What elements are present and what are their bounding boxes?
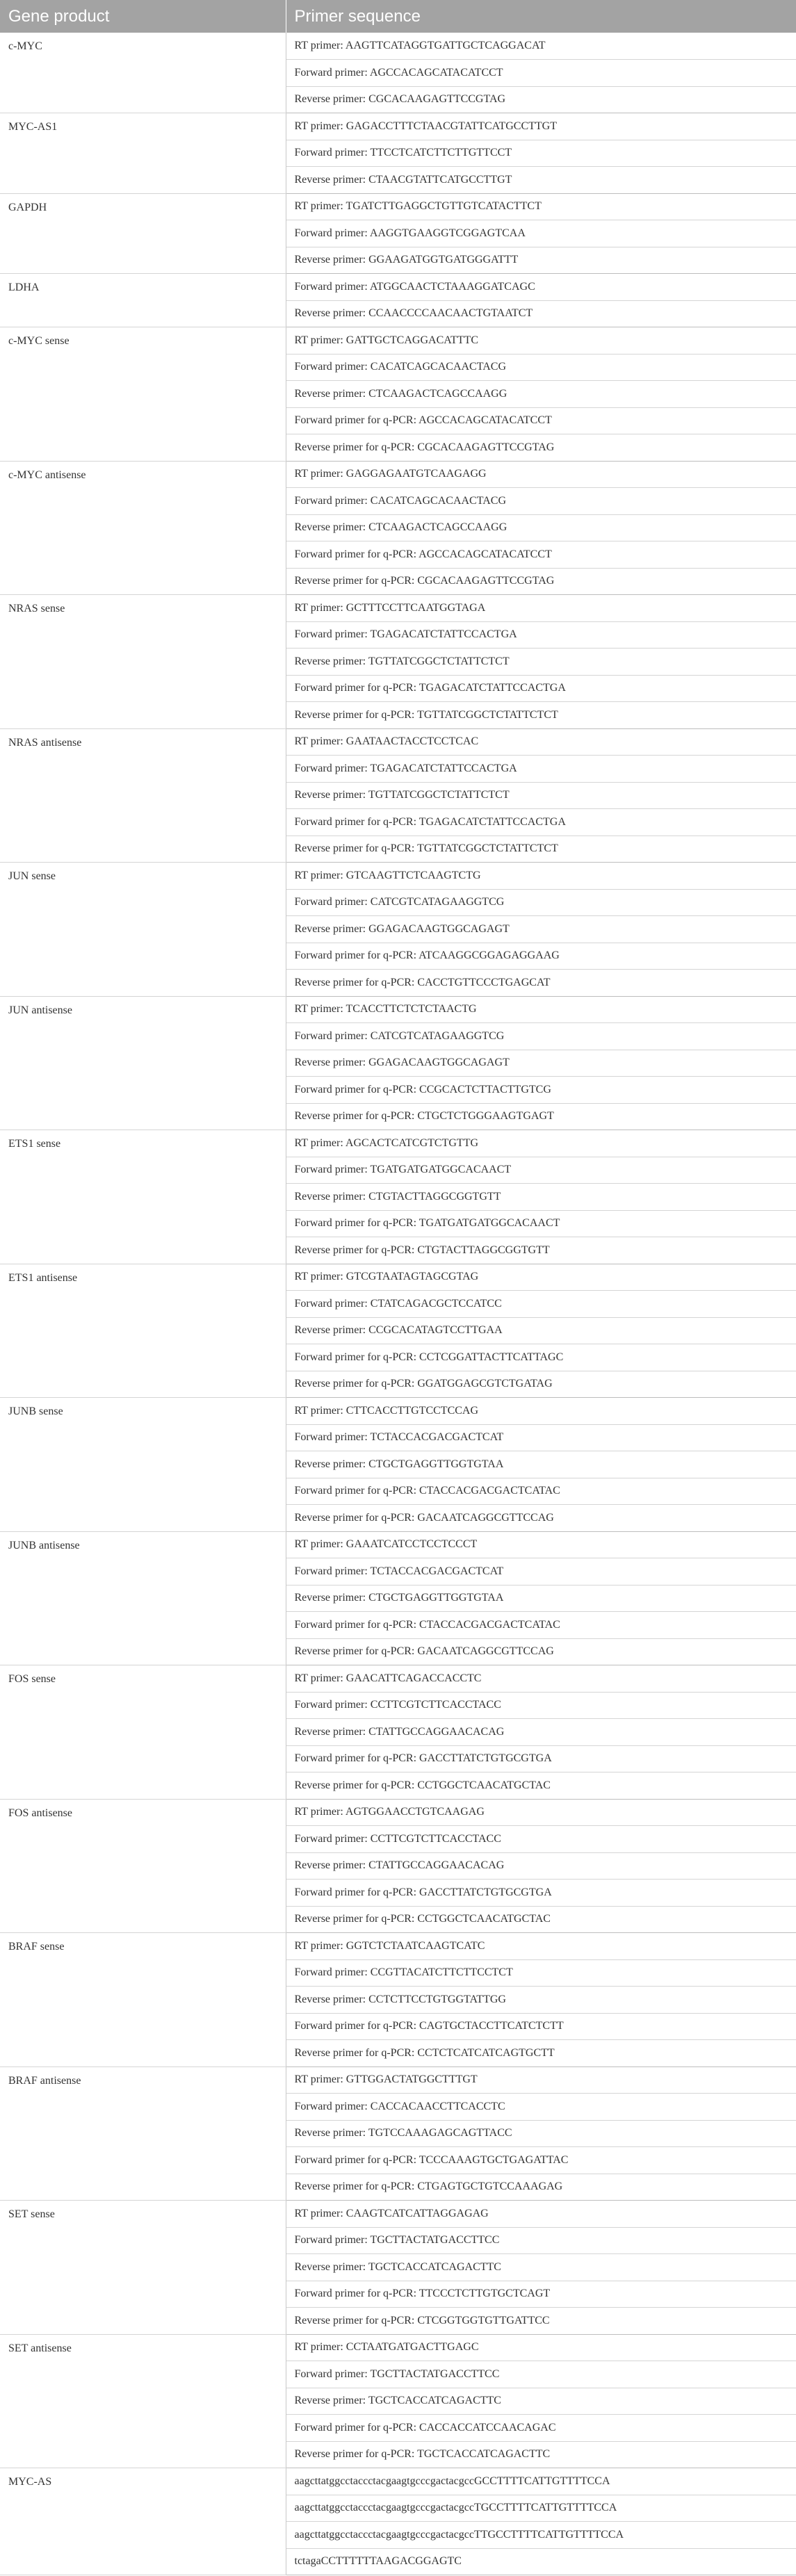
table-row (0, 863, 796, 890)
primer-sequence-cell: Forward primer: CACATCAGCACAACTACG (286, 488, 796, 515)
primer-sequence-cell: Forward primer for q-PCR: TGAGACATCTATTCCACTGA (286, 675, 796, 702)
gene-product-cell: LDHA (0, 274, 286, 327)
table-row (0, 193, 796, 220)
primer-sequence-cell: Reverse primer: GGAGACAAGTGGCAGAGT (286, 916, 796, 943)
primer-sequence-cell: RT primer: TGATCTTGAGGCTGTTGTCATACTTCT (286, 193, 796, 220)
primer-sequence-cell: RT primer: GAACATTCAGACCACCTC (286, 1665, 796, 1693)
primer-sequence-cell: RT primer: CTTCACCTTGTCCTCCAG (286, 1398, 796, 1425)
primer-sequence-cell: Reverse primer for q-PCR: GGATGGAGCGTCTGATAG (286, 1371, 796, 1398)
primer-sequence-cell: RT primer: GAGGAGAATGTCAAGAGG (286, 461, 796, 488)
primer-sequence-cell: Reverse primer: GGAAGATGGTGATGGGATTT (286, 247, 796, 274)
primer-sequence-cell: Forward primer: TCTACCACGACGACTCAT (286, 1424, 796, 1451)
primer-sequence-cell: Forward primer: AAGGTGAAGGTCGGAGTCAA (286, 220, 796, 247)
table-row (0, 1130, 796, 1157)
primer-sequence-cell: Forward primer for q-PCR: TGAGACATCTATTCCACTGA (286, 809, 796, 836)
primer-sequence-cell: Reverse primer: TGCTCACCATCAGACTTC (286, 2388, 796, 2415)
primer-sequence-cell: Forward primer: CCTTCGTCTTCACCTACC (286, 1692, 796, 1719)
primer-sequence-cell: Forward primer: ATGGCAACTCTAAAGGATCAGC (286, 274, 796, 301)
table-row (0, 1264, 796, 1291)
table-row (0, 1933, 796, 1960)
primer-sequence-cell: Reverse primer for q-PCR: CGCACAAGAGTTCCGTAG (286, 568, 796, 595)
gene-product-cell: ETS1 antisense (0, 1264, 286, 1398)
primer-sequence-cell: Reverse primer: CTGCTGAGGTTGGTGTAA (286, 1585, 796, 1612)
primer-sequence-cell: Reverse primer for q-PCR: CCTGGCTCAACATGCTAC (286, 1906, 796, 1933)
primer-sequence-cell: Reverse primer: CCGCACATAGTCCTTGAA (286, 1317, 796, 1344)
gene-product-cell: MYC-AS1 (0, 113, 286, 194)
header-primer-sequence: Primer sequence (286, 0, 796, 33)
primer-sequence-cell: Reverse primer for q-PCR: TGCTCACCATCAGACTTC (286, 2441, 796, 2468)
primer-sequence-cell: Reverse primer: CTAACGTATTCATGCCTTGT (286, 167, 796, 194)
primer-sequence-cell: aagcttatggcctaccctacgaagtgcccgactacgccTGCCTTTTCATTGTTTTCCA (286, 2495, 796, 2522)
table-row (0, 2468, 796, 2495)
primer-sequence-cell: Reverse primer: CTATTGCCAGGAACACAG (286, 1852, 796, 1880)
primer-sequence-cell: Reverse primer: CCTCTTCCTGTGGTATTGG (286, 1987, 796, 2014)
primer-sequence-cell: Forward primer for q-PCR: AGCCACAGCATACATCCT (286, 407, 796, 434)
primer-sequence-cell: Forward primer: CACCACAACCTTCACCTC (286, 2094, 796, 2121)
gene-product-cell: JUNB sense (0, 1398, 286, 1532)
primer-sequence-cell: Reverse primer: CTCAAGACTCAGCCAAGG (286, 514, 796, 541)
table-row (0, 33, 796, 60)
primer-sequence-cell: Forward primer for q-PCR: CTACCACGACGACTCATAC (286, 1612, 796, 1639)
primer-sequence-cell: Forward primer: CCTTCGTCTTCACCTACC (286, 1826, 796, 1853)
primer-sequence-cell: Forward primer: CATCGTCATAGAAGGTCG (286, 889, 796, 916)
gene-product-cell: BRAF antisense (0, 2066, 286, 2201)
table-row (0, 728, 796, 756)
gene-product-cell: c-MYC sense (0, 327, 286, 462)
gene-product-cell: NRAS antisense (0, 728, 286, 863)
primer-sequence-cell: Forward primer for q-PCR: ATCAAGGCGGAGAGGAAG (286, 943, 796, 970)
gene-product-cell: c-MYC antisense (0, 461, 286, 595)
primer-sequence-cell: Reverse primer for q-PCR: CTGAGTGCTGTCCAAAGAG (286, 2174, 796, 2201)
table-row (0, 1531, 796, 1558)
primer-sequence-cell: Forward primer for q-PCR: TTCCCTCTTGTGCTCAGT (286, 2281, 796, 2308)
primer-sequence-cell: RT primer: GTCGTAATAGTAGCGTAG (286, 1264, 796, 1291)
primer-sequence-cell: Reverse primer for q-PCR: CACCTGTTCCCTGAGCAT (286, 970, 796, 997)
primer-sequence-cell: Forward primer: CCGTTACATCTTCTTCCTCT (286, 1959, 796, 1987)
primer-sequence-cell: aagcttatggcctaccctacgaagtgcccgactacgccTTGCCTTTTCATTGTTTTCCA (286, 2522, 796, 2549)
primer-sequence-cell: Reverse primer: GGAGACAAGTGGCAGAGT (286, 1050, 796, 1077)
primer-sequence-cell: RT primer: GAGACCTTTCTAACGTATTCATGCCTTGT (286, 113, 796, 140)
gene-product-cell: GAPDH (0, 193, 286, 274)
table-row (0, 595, 796, 622)
gene-product-cell: SET sense (0, 2201, 286, 2335)
gene-product-cell: JUN sense (0, 863, 286, 997)
gene-product-cell: MYC-AS (0, 2468, 286, 2575)
table-row (0, 1799, 796, 1826)
gene-product-cell: JUNB antisense (0, 1531, 286, 1665)
primer-sequence-cell: RT primer: TCACCTTCTCTCTAACTG (286, 996, 796, 1023)
gene-product-cell: BRAF sense (0, 1933, 286, 2067)
gene-product-cell: c-MYC (0, 33, 286, 113)
primer-sequence-cell: Reverse primer for q-PCR: CTGTACTTAGGCGGTGTT (286, 1237, 796, 1264)
primer-sequence-cell: RT primer: GTTGGACTATGGCTTTGT (286, 2066, 796, 2094)
primer-sequence-cell: Reverse primer: CCAACCCCAACAACTGTAATCT (286, 300, 796, 327)
header-gene-product: Gene product (0, 0, 286, 33)
gene-product-cell: FOS sense (0, 1665, 286, 1800)
primer-sequence-cell: Forward primer: TGCTTACTATGACCTTCC (286, 2227, 796, 2254)
primer-sequence-cell: Forward primer: TGCTTACTATGACCTTCC (286, 2361, 796, 2388)
primer-sequence-cell: RT primer: AGCACTCATCGTCTGTTG (286, 1130, 796, 1157)
primer-sequence-cell: Reverse primer for q-PCR: CCTGGCTCAACATGCTAC (286, 1772, 796, 1800)
primer-sequence-cell: Forward primer for q-PCR: CAGTGCTACCTTCATCTCTT (286, 2013, 796, 2040)
primer-sequence-cell: Forward primer: TTCCTCATCTTCTTGTTCCT (286, 140, 796, 167)
primer-sequence-cell: RT primer: AAGTTCATAGGTGATTGCTCAGGACAT (286, 33, 796, 60)
primer-sequence-cell: Reverse primer: TGCTCACCATCAGACTTC (286, 2254, 796, 2281)
table-row (0, 2334, 796, 2361)
gene-product-cell: NRAS sense (0, 595, 286, 729)
primer-sequence-cell: RT primer: CCTAATGATGACTTGAGC (286, 2334, 796, 2361)
primer-sequence-cell: Forward primer for q-PCR: CACCACCATCCAACAGAC (286, 2415, 796, 2442)
primer-sequence-cell: Reverse primer: TGTCCAAAGAGCAGTTACC (286, 2120, 796, 2147)
primer-sequence-cell: Reverse primer for q-PCR: CGCACAAGAGTTCCGTAG (286, 434, 796, 462)
primer-sequence-cell: RT primer: GGTCTCTAATCAAGTCATC (286, 1933, 796, 1960)
primer-sequence-cell: Reverse primer: TGTTATCGGCTCTATTCTCT (286, 649, 796, 676)
primer-sequence-cell: Reverse primer for q-PCR: CCTCTCATCATCAGTGCTT (286, 2040, 796, 2067)
primer-sequence-cell: Reverse primer: CTGTACTTAGGCGGTGTT (286, 1184, 796, 1211)
primer-sequence-cell: Reverse primer for q-PCR: GACAATCAGGCGTTCCAG (286, 1638, 796, 1665)
table-row (0, 113, 796, 140)
gene-product-cell: SET antisense (0, 2334, 286, 2468)
primer-sequence-cell: RT primer: GAATAACTACCTCCTCAC (286, 728, 796, 756)
primer-sequence-cell: Forward primer: CATCGTCATAGAAGGTCG (286, 1023, 796, 1050)
table-row (0, 996, 796, 1023)
primer-sequence-cell: Forward primer: AGCCACAGCATACATCCT (286, 60, 796, 87)
primer-sequence-cell: Reverse primer: TGTTATCGGCTCTATTCTCT (286, 782, 796, 809)
primer-sequence-cell: RT primer: AGTGGAACCTGTCAAGAG (286, 1799, 796, 1826)
primer-sequence-cell: RT primer: CAAGTCATCATTAGGAGAG (286, 2201, 796, 2228)
gene-product-cell: ETS1 sense (0, 1130, 286, 1264)
table-row (0, 274, 796, 301)
table-row (0, 2066, 796, 2094)
primer-sequence-cell: Forward primer: CTATCAGACGCTCCATCC (286, 1291, 796, 1318)
primer-sequence-cell: Forward primer for q-PCR: TCCCAAAGTGCTGAGATTAC (286, 2147, 796, 2174)
table-row (0, 2201, 796, 2228)
primer-sequence-cell: Forward primer for q-PCR: GACCTTATCTGTGCGTGA (286, 1745, 796, 1772)
primer-sequence-cell: Forward primer: TGAGACATCTATTCCACTGA (286, 756, 796, 783)
primer-sequence-cell: Forward primer: TCTACCACGACGACTCAT (286, 1558, 796, 1585)
primer-sequence-cell: RT primer: GAAATCATCCTCCTCCCT (286, 1531, 796, 1558)
gene-product-cell: JUN antisense (0, 996, 286, 1130)
gene-product-cell: FOS antisense (0, 1799, 286, 1933)
primer-sequence-cell: aagcttatggcctaccctacgaagtgcccgactacgccGCCTTTTCATTGTTTTCCA (286, 2468, 796, 2495)
primer-sequence-cell: Forward primer for q-PCR: AGCCACAGCATACATCCT (286, 541, 796, 569)
primer-sequence-cell: Reverse primer for q-PCR: CTGCTCTGGGAAGTGAGT (286, 1103, 796, 1130)
primer-sequence-cell: tctagaCCTTTTTTAAGACGGAGTC (286, 2548, 796, 2575)
table-row (0, 327, 796, 354)
primer-sequence-cell: Reverse primer for q-PCR: CTCGGTGGTGTTGATTCC (286, 2308, 796, 2335)
primer-sequence-cell: Forward primer for q-PCR: TGATGATGATGGCACAACT (286, 1210, 796, 1237)
primer-sequence-cell: Reverse primer: CTATTGCCAGGAACACAG (286, 1719, 796, 1746)
primer-sequence-cell: Reverse primer: CGCACAAGAGTTCCGTAG (286, 86, 796, 113)
primer-sequence-cell: Forward primer: TGAGACATCTATTCCACTGA (286, 621, 796, 649)
primer-sequence-cell: RT primer: GTCAAGTTCTCAAGTCTG (286, 863, 796, 890)
primer-sequence-cell: Reverse primer: CTCAAGACTCAGCCAAGG (286, 381, 796, 408)
primer-sequence-cell: Forward primer for q-PCR: CCTCGGATTACTTCATTAGC (286, 1344, 796, 1371)
primer-sequence-cell: Reverse primer for q-PCR: TGTTATCGGCTCTATTCTCT (286, 702, 796, 729)
primer-sequence-cell: RT primer: GCTTTCCTTCAATGGTAGA (286, 595, 796, 622)
table-row (0, 1398, 796, 1425)
primer-sequence-cell: Reverse primer for q-PCR: GACAATCAGGCGTTCCAG (286, 1505, 796, 1532)
primer-sequence-cell: Reverse primer: CTGCTGAGGTTGGTGTAA (286, 1451, 796, 1478)
primer-sequence-cell: Forward primer for q-PCR: GACCTTATCTGTGCGTGA (286, 1880, 796, 1907)
primer-sequence-cell: Forward primer for q-PCR: CTACCACGACGACTCATAC (286, 1478, 796, 1505)
primer-sequence-cell: Reverse primer for q-PCR: TGTTATCGGCTCTATTCTCT (286, 835, 796, 863)
primer-sequence-cell: Forward primer: TGATGATGATGGCACAACT (286, 1157, 796, 1184)
primer-sequence-cell: Forward primer: CACATCAGCACAACTACG (286, 354, 796, 381)
table-row (0, 461, 796, 488)
header-row (0, 0, 796, 33)
table-row (0, 1665, 796, 1693)
primer-sequence-cell: Forward primer for q-PCR: CCGCACTCTTACTTGTCG (286, 1077, 796, 1104)
primer-sequence-cell: RT primer: GATTGCTCAGGACATTTC (286, 327, 796, 354)
